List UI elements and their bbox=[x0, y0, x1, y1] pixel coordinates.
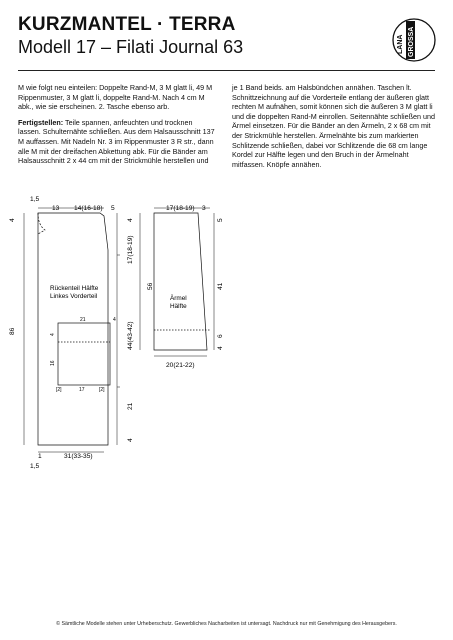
svg-text:LANA: LANA bbox=[397, 34, 404, 54]
dim-56: 56 bbox=[147, 282, 154, 290]
svg-text:GROSSA: GROSSA bbox=[408, 26, 415, 57]
dim-4-left: 4 bbox=[9, 218, 16, 222]
finishing-label: Fertigstellen: bbox=[18, 117, 64, 127]
dim-4-bottom-right: 4 bbox=[127, 438, 134, 442]
sleeve-dim-5: 5 bbox=[217, 218, 224, 222]
body-piece-outline bbox=[38, 213, 108, 445]
finishing-text: Teile spannen, anfeuchten und trocknen lassen. Schulternähte schließen. Aus dem Halsausschnitt 137 M auffassen. Mit Nadeln Nr. 3 im Rippenmuster 3 R str., dann alle M mit der dreifachen Abkettung abk. Für die Bänder am Halsausschnitt 2 x 44 cm mit der Strickmühle herstellen und bbox=[18, 117, 215, 166]
dim-neck: 14(16-18) bbox=[74, 205, 103, 212]
dim-1-5-top: 1,5 bbox=[30, 196, 40, 203]
sleeve-dim-3: 3 bbox=[202, 205, 206, 212]
lana-grossa-logo bbox=[392, 18, 436, 62]
pattern-schematic bbox=[0, 190, 453, 480]
paragraph-assembly: je 1 Band beids. am Halsbündchen annähen. Taschen lt. Schnittzeichnung auf die Vorderteile entlang der äußeren glatt rechten M aufnähen, somit können sich die äußeren 3 M glatt li und die doppelten Rand-M einrollen. Seitennähte schließen und Ärmel einsetzen. Für die Bänder an den Ärmeln, 2 x 68 cm mit der Strickmühle herstellen. Ärmelnähte bis zum markierten Schlitzende schließen, dabei vor Schlitzende die 68 cm lange Kordel zur Hälfte legen und den Bruch in der Ärmelnaht mitfassen. Knöpfe annähen. bbox=[232, 83, 435, 169]
pocket-dim-4-left: 4 bbox=[50, 333, 56, 336]
dim-1-5-bottom: 1,5 bbox=[30, 463, 40, 470]
sleeve-dim-top-width: 17(18-19) bbox=[166, 205, 195, 212]
pocket-outline bbox=[58, 323, 110, 385]
dim-21: 21 bbox=[127, 402, 134, 410]
copyright-footer: © Sämtliche Modelle stehen unter Urheberschutz. Gewerbliches Nacharbeiten ist untersagt. Nachdruck nur mit Genehmigung des Herausgebers. bbox=[56, 621, 397, 627]
page-title: KURZMANTEL · TERRA bbox=[18, 14, 236, 35]
sleeve-label-2: Hälfte bbox=[170, 303, 187, 310]
dim-86: 86 bbox=[9, 327, 16, 335]
dim-armhole: 17(18-19) bbox=[127, 235, 134, 264]
page-subtitle: Modell 17 – Filati Journal 63 bbox=[18, 37, 244, 57]
paragraph-finishing bbox=[18, 118, 216, 166]
dim-1-bottom: 1 bbox=[38, 453, 42, 460]
dim-width: 31(33-35) bbox=[64, 453, 93, 460]
pocket-dim-16: 16 bbox=[50, 360, 56, 366]
body-label-front: Linkes Vorderteil bbox=[50, 293, 98, 300]
dim-44: 44(43-42) bbox=[127, 321, 134, 350]
sleeve-dim-6: 6 bbox=[217, 334, 224, 338]
pocket-dim-4-right: 4 bbox=[113, 317, 116, 323]
pocket-dim-21: 21 bbox=[80, 317, 86, 323]
sleeve-label-1: Ärmel bbox=[170, 295, 187, 302]
text-column-left bbox=[18, 83, 216, 172]
dim-4-right-top: 4 bbox=[127, 218, 134, 222]
sleeve-outline bbox=[154, 213, 207, 350]
pocket-dim-2-right: [2] bbox=[99, 387, 105, 393]
sleeve-dim-41: 41 bbox=[217, 282, 224, 290]
dim-13: 13 bbox=[52, 205, 60, 212]
paragraph-pocket: M wie folgt neu einteilen: Doppelte Rand-M, 3 M glatt li, 49 M Rippenmuster, 3 M glatt li, doppelte Rand-M. Nach 4 cm M abk., wie sie erscheinen. 2. Tasche ebenso arb. bbox=[18, 83, 213, 112]
pocket-dim-17: 17 bbox=[79, 387, 85, 393]
sleeve-dim-bottom-width: 20(21-22) bbox=[166, 362, 195, 369]
sleeve-dim-4: 4 bbox=[217, 346, 224, 350]
dim-5: 5 bbox=[111, 205, 115, 212]
header-rule bbox=[18, 70, 435, 71]
pocket-dim-2-left: [2] bbox=[56, 387, 62, 393]
body-label-back: Rückenteil Hälfte bbox=[50, 285, 99, 292]
text-column-right bbox=[232, 83, 435, 175]
